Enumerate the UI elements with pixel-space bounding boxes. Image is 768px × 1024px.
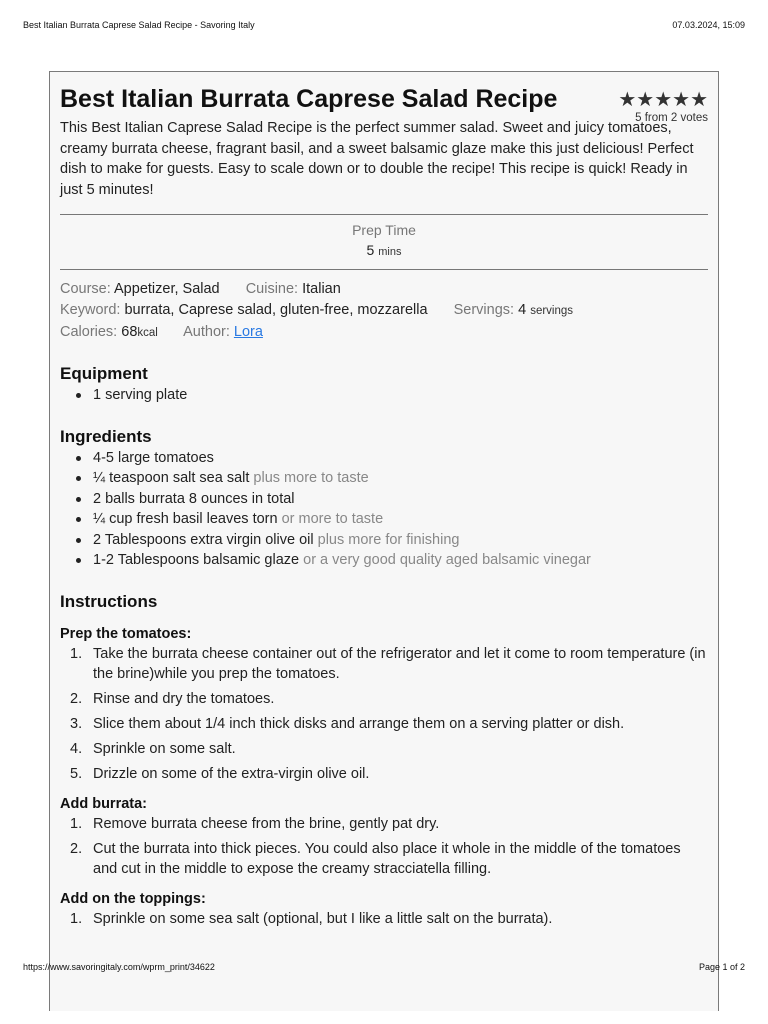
- ingredients-list: [60, 448, 708, 571]
- print-footer: [23, 962, 745, 972]
- star-icon[interactable]: ★: [690, 89, 708, 111]
- instruction-step-text: Remove burrata cheese from the brine, gently pat dry.: [93, 815, 440, 832]
- equipment-list: [60, 385, 708, 406]
- instruction-step-text: Drizzle on some of the extra-virgin olive oil.: [93, 766, 370, 782]
- instruction-step-text: Cut the burrata into thick pieces. You could also place it whole in the middle of the tomatoes and cut in the middle to expose the creamy stracciatella filling.: [93, 840, 681, 877]
- instruction-step-text: Slice them about 1/4 inch thick disks and arrange them on a serving platter or dish.: [93, 716, 625, 732]
- instruction-step-text: Rinse and dry the tomatoes.: [93, 691, 275, 707]
- ingredient-text: ¼ teaspoon salt sea salt: [93, 470, 250, 486]
- instruction-step: 2. Rinse and dry the tomatoes.: [70, 691, 275, 707]
- ingredient-item: [74, 489, 708, 510]
- instruction-step: 1. Take the burrata cheese container out of the refrigerator and let it come to room temperature (in the brine)while you prep the tomatoes.: [70, 645, 706, 682]
- instructions-heading: Instructions: [60, 591, 158, 611]
- print-footer-url: https://www.savoringitaly.com/wprm_print/34622: [23, 962, 215, 972]
- recipe-meta: [60, 279, 708, 344]
- instruction-step: 1. Sprinkle on some sea salt (optional, but I like a little salt on the burrata).: [70, 910, 553, 927]
- servings-value[interactable]: 4: [518, 302, 527, 318]
- ingredient-note: plus more for finishing: [317, 531, 460, 548]
- instruction-step: 2. Cut the burrata into thick pieces. You could also place it whole in the middle of the tomatoes and cut in the middle to expose the creamy stracciatella filling.: [70, 840, 681, 877]
- rating-stars[interactable]: [618, 90, 708, 110]
- ingredient-item: [74, 530, 708, 551]
- calories-value: 68: [121, 324, 138, 340]
- ingredient-note: or more to taste: [281, 511, 384, 527]
- meta-row-course-cuisine: [60, 279, 708, 300]
- author-label: Author:: [183, 324, 230, 340]
- instructions-section: [60, 591, 708, 930]
- ingredient-note: plus more to taste: [253, 470, 369, 486]
- prep-time-value: [60, 240, 708, 262]
- course-value: Appetizer, Salad: [114, 281, 220, 297]
- prep-time-number: 5: [366, 242, 375, 258]
- keyword-label: Keyword:: [60, 302, 121, 318]
- instruction-steps: [60, 644, 708, 785]
- equipment-heading: Equipment: [60, 364, 148, 383]
- ingredient-item: [74, 509, 708, 530]
- instruction-group-title: Prep the tomatoes:: [60, 625, 192, 642]
- ingredient-item: [74, 448, 708, 469]
- star-icon[interactable]: ★: [636, 89, 655, 111]
- servings-unit: servings: [530, 305, 574, 317]
- servings-label: Servings:: [453, 302, 515, 318]
- print-header: [23, 20, 745, 30]
- ingredient-text: 1-2 Tablespoons balsamic glaze: [93, 552, 300, 568]
- calories-label: Calories:: [60, 324, 118, 340]
- meta-row-keyword-servings: [60, 300, 708, 322]
- instruction-step-text: Sprinkle on some salt.: [93, 741, 236, 757]
- equipment-section: [60, 363, 708, 406]
- ingredient-text: 2 balls burrata 8 ounces in total: [93, 490, 295, 507]
- ingredient-text: ¼ cup fresh basil leaves torn: [93, 511, 278, 527]
- instruction-step-text: Sprinkle on some sea salt (optional, but I like a little salt on the burrata).: [93, 910, 553, 927]
- instruction-step: 1. Remove burrata cheese from the brine, gently pat dry.: [70, 815, 440, 832]
- keyword-value: burrata, Caprese salad, gluten-free, mozzarella: [124, 302, 428, 318]
- prep-time-unit: mins: [378, 246, 402, 258]
- instruction-steps: [60, 814, 708, 880]
- instruction-steps: [60, 909, 708, 930]
- ingredient-item: [74, 468, 708, 489]
- recipe-times: [60, 214, 708, 270]
- star-icon[interactable]: ★: [618, 89, 637, 111]
- equipment-item: 1 serving plate: [74, 385, 708, 406]
- print-header-datetime: 07.03.2024, 15:09: [672, 20, 745, 30]
- star-icon[interactable]: ★: [672, 89, 691, 111]
- meta-row-calories-author: [60, 322, 708, 344]
- ingredient-text: 4-5 large tomatoes: [93, 449, 214, 466]
- calories-unit: kcal: [137, 327, 158, 339]
- print-header-title: Best Italian Burrata Caprese Salad Recipe - Savoring Italy: [23, 20, 255, 30]
- rating-votes-text: 5 from 2 votes: [635, 112, 708, 124]
- recipe-rating[interactable]: [618, 90, 708, 124]
- ingredient-item: [74, 550, 708, 571]
- recipe-card: [49, 71, 719, 1011]
- course-label: Course:: [60, 281, 111, 297]
- instruction-step: 5. Drizzle on some of the extra-virgin olive oil.: [70, 766, 370, 782]
- author-link[interactable]: Lora: [233, 324, 263, 340]
- ingredients-heading: Ingredients: [60, 426, 152, 446]
- cuisine-value: Italian: [302, 281, 341, 297]
- instruction-step: 4. Sprinkle on some salt.: [70, 741, 236, 757]
- instruction-group-title: Add on the toppings:: [60, 890, 206, 907]
- ingredient-text: 2 Tablespoons extra virgin olive oil: [93, 531, 314, 548]
- ingredient-note: or a very good quality aged balsamic vinegar: [303, 552, 591, 568]
- instruction-group-title: Add burrata:: [60, 795, 147, 812]
- instruction-step: 3. Slice them about 1/4 inch thick disks and arrange them on a serving platter or dish.: [70, 716, 625, 732]
- recipe-summary: This Best Italian Caprese Salad Recipe is the perfect summer salad. Sweet and juicy tomatoes, creamy burrata cheese, fragrant basil, and a sweet balsamic glaze make this just delicious! Perfect dish to make for guests. Easy to scale down or to double the recipe! This recipe is quick! Ready in just 5 minutes!: [60, 120, 694, 198]
- print-footer-page: Page 1 of 2: [698, 962, 745, 972]
- star-icon[interactable]: ★: [654, 89, 673, 111]
- prep-time-label: Prep Time: [352, 222, 416, 238]
- ingredients-section: [60, 426, 708, 571]
- cuisine-label: Cuisine:: [245, 281, 299, 297]
- recipe-title: Best Italian Burrata Caprese Salad Recipe: [60, 85, 558, 113]
- instruction-step-text: Take the burrata cheese container out of the refrigerator and let it come to room temperature (in the brine)while you prep the tomatoes.: [93, 645, 706, 682]
